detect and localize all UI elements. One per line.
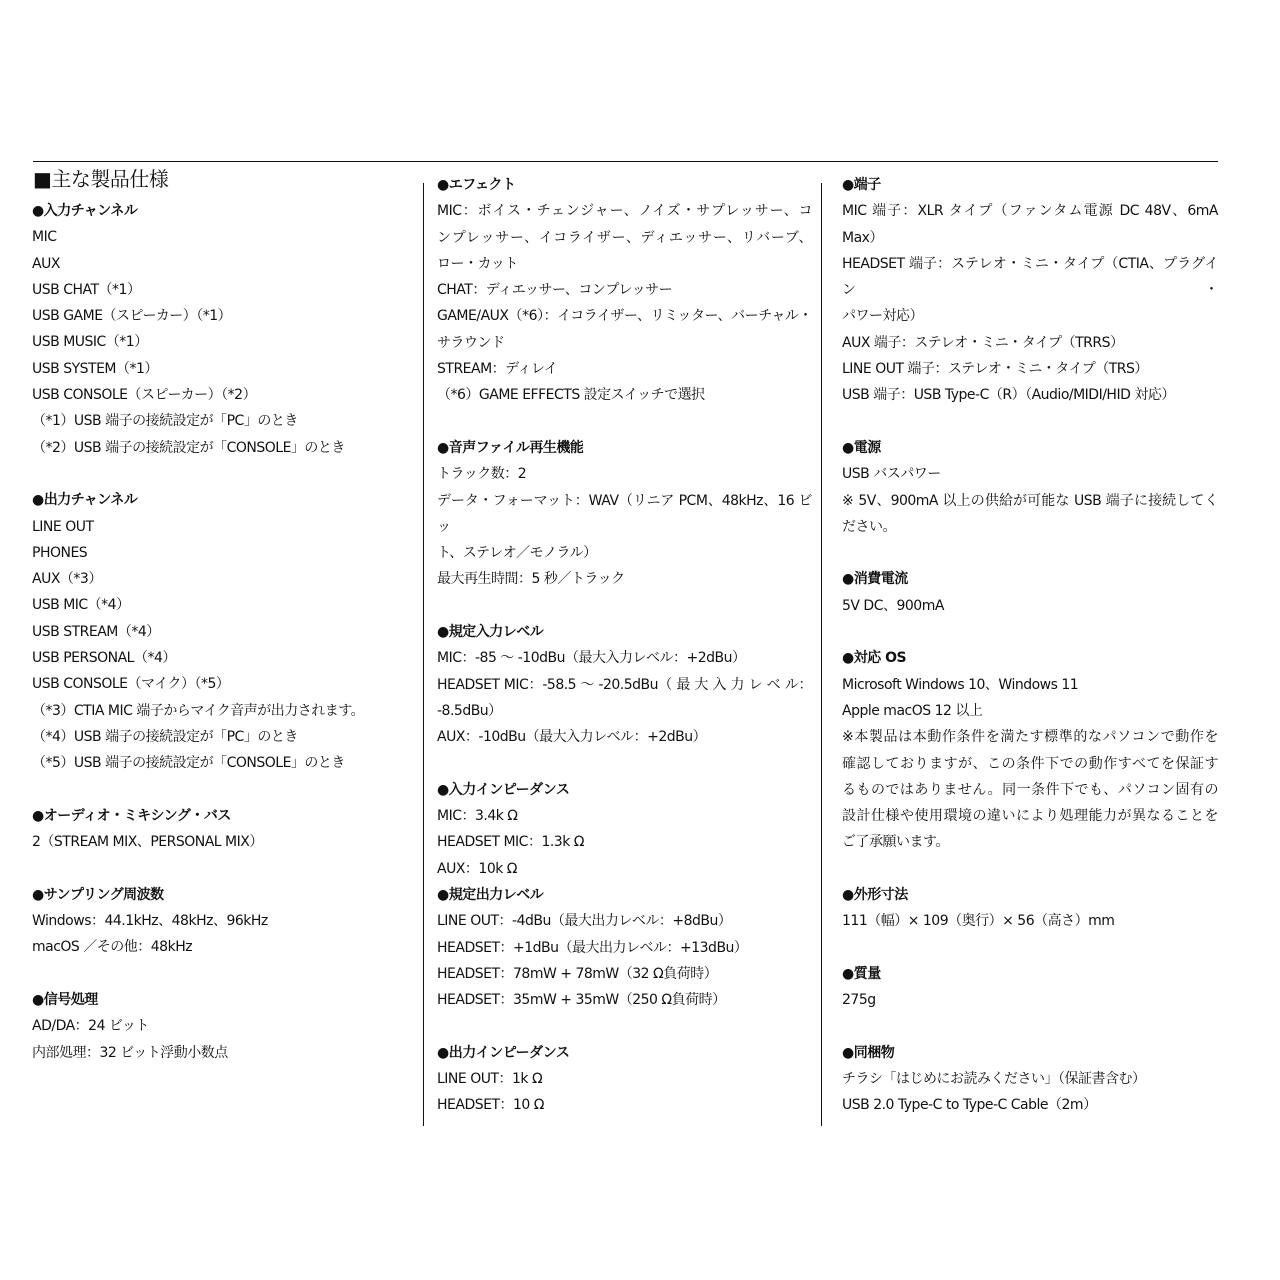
section-heading: ●質量	[842, 965, 881, 982]
spacer-line	[437, 751, 812, 777]
spec-line: USB 2.0 Type-C to Type-C Cable（2m）	[842, 1097, 1097, 1114]
spec-line: 111（幅）× 109（奥行）× 56（高さ）mm	[842, 913, 1115, 930]
spec-line: （*5）USB 端子の接続設定が「CONSOLE」のとき	[32, 755, 345, 772]
spec-line: パワー対応）	[842, 308, 923, 325]
spacer-line	[842, 409, 1218, 435]
spec-line: STREAM：ディレイ	[437, 361, 558, 378]
spec-line: AD/DA：24 ビット	[32, 1018, 149, 1035]
section-heading: ●入力インピーダンス	[437, 781, 570, 798]
spec-line: AUX	[32, 255, 60, 272]
spec-line: AUX：-10dBu（最大入力レベル：+2dBu）	[437, 729, 707, 746]
spec-line: 275g	[842, 992, 876, 1009]
spacer-line	[437, 409, 812, 435]
spec-line: 設計仕様や使用環境の違いにより処理能力が異なることを	[842, 808, 1218, 825]
spec-column-3	[842, 172, 1218, 1119]
spacer-line	[842, 619, 1218, 645]
spec-line: トラック数：2	[437, 466, 527, 483]
spec-line: データ・フォーマット：WAV（リニア PCM、48kHz、16 ビッ	[437, 492, 812, 535]
spacer-line	[32, 961, 417, 987]
spec-line: -8.5dBu）	[437, 702, 502, 719]
spec-line: USB バスパワー	[842, 466, 941, 483]
spec-line: USB MUSIC（*1）	[32, 334, 148, 351]
spec-line: MIC：-85 〜 -10dBu（最大入力レベル：+2dBu）	[437, 650, 746, 667]
section-heading: ●対応 OS	[842, 650, 907, 667]
spec-line: LINE OUT 端子：ステレオ・ミニ・タイプ（TRS）	[842, 361, 1148, 378]
spacer-line	[437, 593, 812, 619]
section-heading: ●外形寸法	[842, 887, 908, 904]
spec-line: 2（STREAM MIX、PERSONAL MIX）	[32, 834, 263, 851]
spec-line: Apple macOS 12 以上	[842, 702, 983, 719]
section-heading: ●規定入力レベル	[437, 624, 544, 641]
spec-line: HEADSET：78mW + 78mW（32 Ω負荷時）	[437, 965, 718, 982]
spacer-line	[842, 856, 1218, 882]
spec-line: 確認しておりますが、この条件下での動作すべてを保証す	[842, 755, 1218, 772]
spec-line: HEADSET MIC：1.3k Ω	[437, 834, 584, 851]
spec-line: ※ 5V、900mA 以上の供給が可能な USB 端子に接続してく	[842, 492, 1218, 509]
spec-line: （*6）GAME EFFECTS 設定スイッチで選択	[437, 387, 705, 404]
top-rule	[33, 161, 1218, 162]
spec-column-2	[437, 172, 812, 1119]
section-heading: ●同梱物	[842, 1044, 895, 1061]
spec-line: HEADSET：10 Ω	[437, 1097, 544, 1114]
section-heading: ●出力インピーダンス	[437, 1044, 570, 1061]
spec-line: ト、ステレオ／モノラル）	[437, 545, 597, 562]
spec-line: （*3）CTIA MIC 端子からマイク音声が出力されます。	[32, 702, 365, 719]
spec-line: ださい。	[842, 518, 896, 535]
spec-line: AUX 端子：ステレオ・ミニ・タイプ（TRRS）	[842, 334, 1124, 351]
section-heading: ●出力チャンネル	[32, 492, 138, 509]
spec-line: HEADSET：35mW + 35mW（250 Ω負荷時）	[437, 992, 726, 1009]
spec-line: ロー・カット	[437, 255, 518, 272]
section-heading: ●オーディオ・ミキシング・バス	[32, 807, 231, 824]
spec-line: MIC 端子：XLR タイプ（ファンタム電源 DC 48V、6mA	[842, 203, 1218, 220]
spec-line: PHONES	[32, 544, 88, 561]
spec-line: CHAT：ディエッサー、コンプレッサー	[437, 282, 673, 299]
spec-line: HEADSET 端子：ステレオ・ミニ・タイプ（CTIA、プラグイン・	[842, 255, 1218, 299]
spec-line: Max）	[842, 229, 883, 246]
spec-line: 最大再生時間：5 秒／トラック	[437, 571, 625, 588]
spec-line: るものではありません。同一条件下でも、パソコン固有の	[842, 781, 1218, 798]
spec-line: チラシ「はじめにお読みください」（保証書含む）	[842, 1071, 1146, 1088]
page-title: ■主な製品仕様	[33, 167, 169, 191]
spec-line: USB CONSOLE（スピーカー）（*2）	[32, 387, 257, 404]
spacer-line	[32, 855, 417, 881]
spec-line: 5V DC、900mA	[842, 597, 944, 614]
spacer-line	[842, 1014, 1218, 1040]
spacer-line	[32, 777, 417, 803]
spec-line: USB MIC（*4）	[32, 597, 130, 614]
spec-line: MIC：ボイス・チェンジャー、ノイズ・サプレッサー、コ	[437, 203, 812, 220]
spec-line: Microsoft Windows 10、Windows 11	[842, 676, 1079, 693]
spec-line: （*4）USB 端子の接続設定が「PC」のとき	[32, 728, 298, 745]
section-heading: ●音声ファイル再生機能	[437, 439, 584, 456]
spec-line: GAME/AUX（*6）：イコライザー、リミッター、バーチャル・	[437, 308, 812, 325]
spec-line: （*2）USB 端子の接続設定が「CONSOLE」のとき	[32, 439, 345, 456]
section-heading: ●エフェクト	[437, 177, 516, 193]
spec-line: AUX（*3）	[32, 571, 102, 588]
spec-line: ※本製品は本動作条件を満たす標準的なパソコンで動作を	[842, 729, 1218, 746]
spec-line: MIC：3.4k Ω	[437, 808, 518, 825]
spec-line: HEADSET：+1dBu（最大出力レベル：+13dBu）	[437, 939, 748, 956]
spec-line: USB CONSOLE（マイク）（*5）	[32, 676, 230, 693]
spec-line: HEADSET MIC：-58.5 〜 -20.5dBu（ 最 大 入 力 レ ベ ル：	[437, 676, 812, 693]
spec-line: Windows：44.1kHz、48kHz、96kHz	[32, 913, 268, 930]
spec-line: USB CHAT（*1）	[32, 281, 141, 298]
spec-line: USB PERSONAL（*4）	[32, 650, 176, 667]
spec-line: macOS ／その他：48kHz	[32, 939, 193, 956]
spec-line: LINE OUT：-4dBu（最大出力レベル：+8dBu）	[437, 913, 732, 930]
spacer-line	[437, 1014, 812, 1040]
spec-line: （*1）USB 端子の接続設定が「PC」のとき	[32, 413, 298, 430]
spec-column-1	[32, 198, 417, 1066]
spec-line: USB GAME（スピーカー）（*1）	[32, 308, 232, 325]
spec-line: USB SYSTEM（*1）	[32, 360, 158, 377]
section-heading: ●規定出力レベル	[437, 887, 544, 904]
section-heading: ●信号処理	[32, 991, 98, 1008]
spec-line: ンプレッサー、イコライザー、ディエッサー、リバーブ、	[437, 229, 812, 246]
section-heading: ●電源	[842, 439, 881, 456]
column-divider-2	[821, 183, 822, 1126]
spec-line: MIC	[32, 229, 57, 246]
section-heading: ●端子	[842, 177, 881, 193]
spec-line: 内部処理：32 ビット浮動小数点	[32, 1044, 228, 1061]
column-divider-1	[423, 183, 424, 1126]
spec-line: サラウンド	[437, 334, 505, 351]
spacer-line	[842, 540, 1218, 566]
spec-line: LINE OUT	[32, 518, 94, 535]
spacer-line	[842, 935, 1218, 961]
section-heading: ●入力チャンネル	[32, 203, 138, 219]
spec-line: USB 端子：USB Type-C（R）（Audio/MIDI/HID 対応）	[842, 387, 1175, 404]
section-heading: ●サンプリング周波数	[32, 886, 164, 903]
spec-line: AUX：10k Ω	[437, 860, 517, 877]
section-heading: ●消費電流	[842, 571, 908, 588]
spec-line: ご了承願います。	[842, 834, 949, 851]
spec-line: LINE OUT：1k Ω	[437, 1071, 543, 1088]
spec-line: USB STREAM（*4）	[32, 623, 160, 640]
spacer-line	[32, 461, 417, 487]
